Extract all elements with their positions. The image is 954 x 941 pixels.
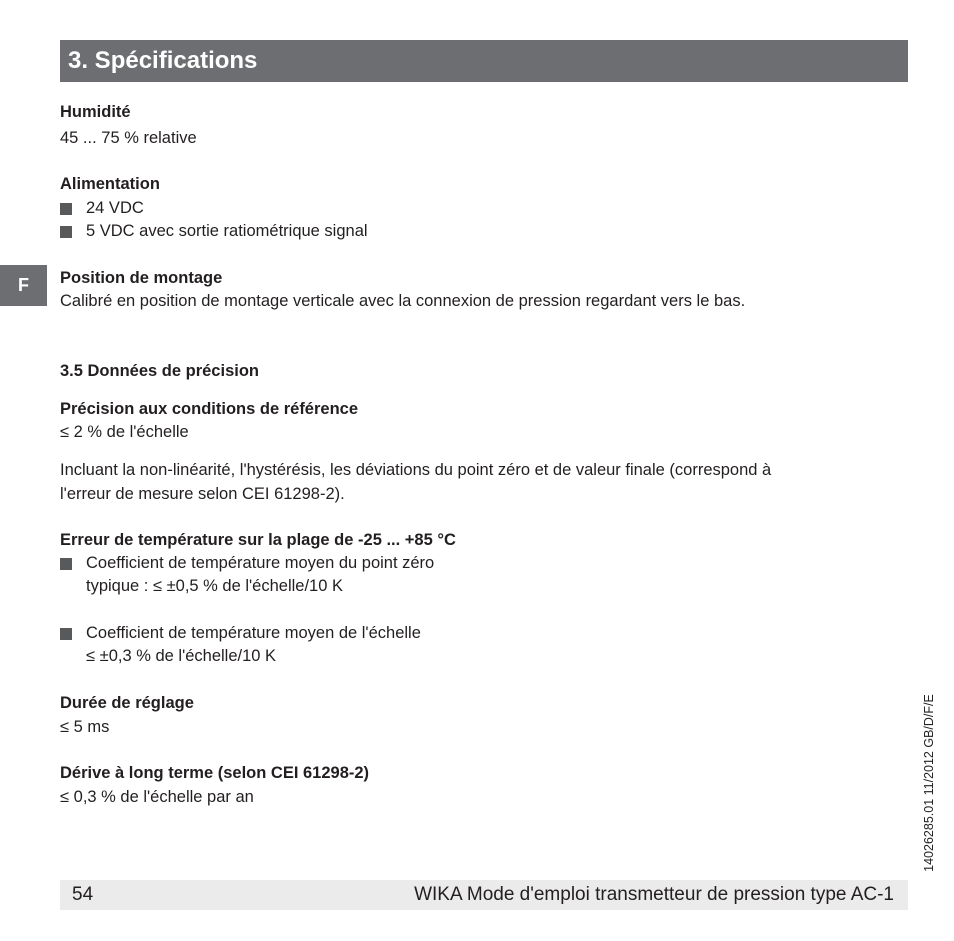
language-tab: [0, 265, 47, 306]
bullet-square-icon: [60, 226, 72, 238]
temperature-item-line: ≤ ±0,3 % de l'échelle/10 K: [86, 647, 277, 665]
mounting-heading: Position de montage: [60, 269, 223, 287]
page-number: 54: [72, 884, 94, 905]
reference-note-line: Incluant la non-linéarité, l'hystérésis, les déviations du point zéro et de valeur finale (correspond à: [60, 461, 772, 479]
settling-text: ≤ 5 ms: [60, 718, 110, 736]
temperature-item-line: Coefficient de température moyen du point zéro: [86, 554, 435, 572]
reference-heading: Précision aux conditions de référence: [60, 400, 359, 418]
bullet-square-icon: [60, 558, 72, 570]
reference-text: ≤ 2 % de l'échelle: [60, 423, 189, 441]
power-item-label: 24 VDC: [86, 199, 144, 217]
power-item-label: 5 VDC avec sortie ratiométrique signal: [86, 222, 368, 240]
temperature-heading: Erreur de température sur la plage de -25 ... +85 °C: [60, 531, 456, 549]
power-heading: Alimentation: [60, 175, 160, 193]
drift-heading: Dérive à long terme (selon CEI 61298-2): [60, 764, 370, 782]
page-footer: [60, 880, 908, 910]
settling-heading: Durée de réglage: [60, 694, 194, 712]
humidity-text: 45 ... 75 % relative: [60, 129, 197, 147]
accuracy-subsection-title: 3.5 Données de précision: [60, 362, 259, 380]
bullet-square-icon: [60, 203, 72, 215]
bullet-square-icon: [60, 628, 72, 640]
document-code-text: 14026285.01 11/2012 GB/D/F/E: [922, 694, 936, 872]
language-tab-label: F: [18, 275, 29, 295]
footer-title: WIKA Mode d'emploi transmetteur de pression type AC-1: [414, 884, 894, 905]
drift-text: ≤ 0,3 % de l'échelle par an: [60, 788, 254, 806]
reference-note-line: l'erreur de mesure selon CEI 61298-2).: [60, 485, 345, 503]
section-header: [60, 40, 908, 82]
humidity-heading: Humidité: [60, 103, 131, 121]
mounting-text: Calibré en position de montage verticale avec la connexion de pression regardant vers le bas.: [60, 292, 746, 310]
temperature-item-line: Coefficient de température moyen de l'échelle: [86, 624, 421, 642]
section-title: 3. Spécifications: [68, 47, 258, 74]
temperature-item-line: typique : ≤ ±0,5 % de l'échelle/10 K: [86, 577, 343, 595]
